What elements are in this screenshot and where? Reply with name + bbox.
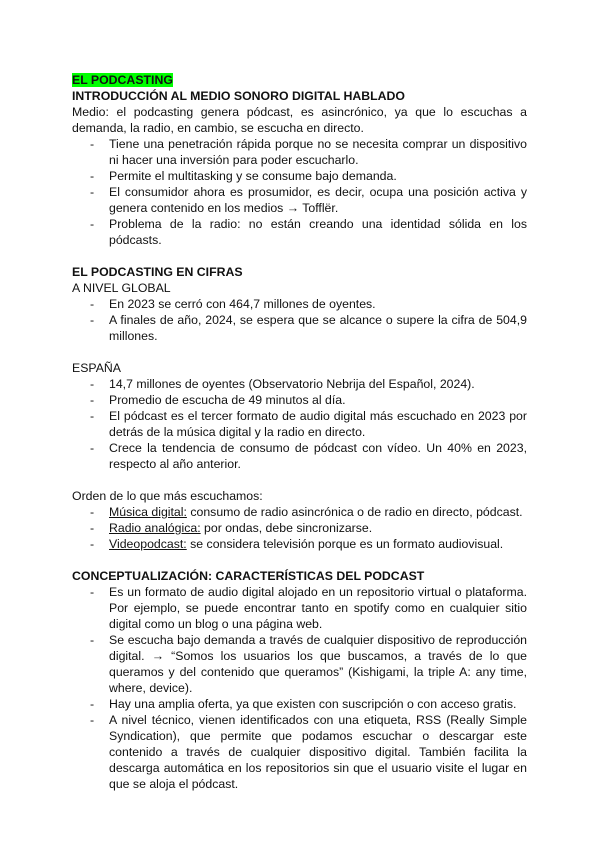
term: Radio analógica:: [109, 521, 201, 535]
list-item: - El pódcast es el tercer formato de audio digital más escuchado en 2023 por detrás de la música digital y la radio en directo.: [90, 409, 527, 439]
global-label: A NIVEL GLOBAL: [72, 281, 171, 295]
list-item: - Videopodcast: se considera televisión porque es un formato audiovisual.: [90, 537, 504, 551]
list-item: - Crece la tendencia de consumo de pódcast con vídeo. Un 40% en 2023, respecto al año anterior.: [90, 441, 527, 471]
list-item: - 14,7 millones de oyentes (Observatorio Nebrija del Español, 2024).: [90, 377, 475, 391]
spain-label: ESPAÑA: [72, 361, 121, 375]
list-item: - Tiene una penetración rápida porque no se necesita comprar un dispositivo ni hacer una inversión para poder escucharlo.: [90, 137, 527, 167]
term: Videopodcast:: [109, 537, 187, 551]
list-item: - El consumidor ahora es prosumidor, es decir, ocupa una posición activa y genera contenido en los medios → Tofflër.: [90, 185, 527, 215]
order-list: [72, 504, 527, 552]
intro-list: [72, 136, 527, 248]
highlighted-title: EL PODCASTING: [72, 73, 173, 87]
list-item: - Hay una amplia oferta, ya que existen con suscripción o con acceso gratis.: [90, 697, 517, 711]
document-page: [72, 72, 527, 792]
concept-list: [72, 584, 527, 792]
list-item: - En 2023 se cerró con 464,7 millones de oyentes.: [90, 297, 376, 311]
document-title: [72, 72, 527, 88]
list-item: - Música digital: consumo de radio asincrónica o de radio en directo, pódcast.: [90, 505, 523, 519]
cifras-heading: EL PODCASTING EN CIFRAS: [72, 265, 243, 279]
spain-list: [72, 376, 527, 472]
intro-paragraph: Medio: el podcasting genera pódcast, es asincrónico, ya que lo escuchas a demanda, la radio, en cambio, se escucha en directo.: [72, 105, 527, 135]
intro-heading: INTRODUCCIÓN AL MEDIO SONORO DIGITAL HABLADO: [72, 89, 405, 103]
term: Música digital:: [109, 505, 187, 519]
list-item: - Permite el multitasking y se consume bajo demanda.: [90, 169, 397, 183]
list-item: - Radio analógica: por ondas, debe sincronizarse.: [90, 521, 373, 535]
concept-heading: CONCEPTUALIZACIÓN: CARACTERÍSTICAS DEL PODCAST: [72, 569, 425, 583]
list-item: - Es un formato de audio digital alojado en un repositorio virtual o plataforma. Por ejemplo, se puede encontrar tanto en spotify como en cualquier sitio digital como un blog o una página web.: [90, 585, 527, 631]
list-item: - A nivel técnico, vienen identificados con una etiqueta, RSS (Really Simple Syndication), que permite que podamos escuchar o descargar este contenido a través de cualquier dispositivo digital. También facilita la descarga automática en los repositorios sin que el usuario visite el lugar en que se aloja el pódcast.: [90, 713, 527, 791]
list-item: - Problema de la radio: no están creando una identidad sólida en los pódcasts.: [90, 217, 527, 247]
global-list: [72, 296, 527, 344]
order-label: Orden de lo que más escuchamos:: [72, 489, 263, 503]
list-item: - Se escucha bajo demanda a través de cualquier dispositivo de reproducción digital. → “Somos los usuarios los que buscamos, a través de lo que queramos y del contenido que queramos” (Kishigami, la triple A: any time, where, device).: [90, 633, 527, 695]
list-item: - A finales de año, 2024, se espera que se alcance o supere la cifra de 504,9 millones.: [90, 313, 527, 343]
list-item: - Promedio de escucha de 49 minutos al día.: [90, 393, 346, 407]
